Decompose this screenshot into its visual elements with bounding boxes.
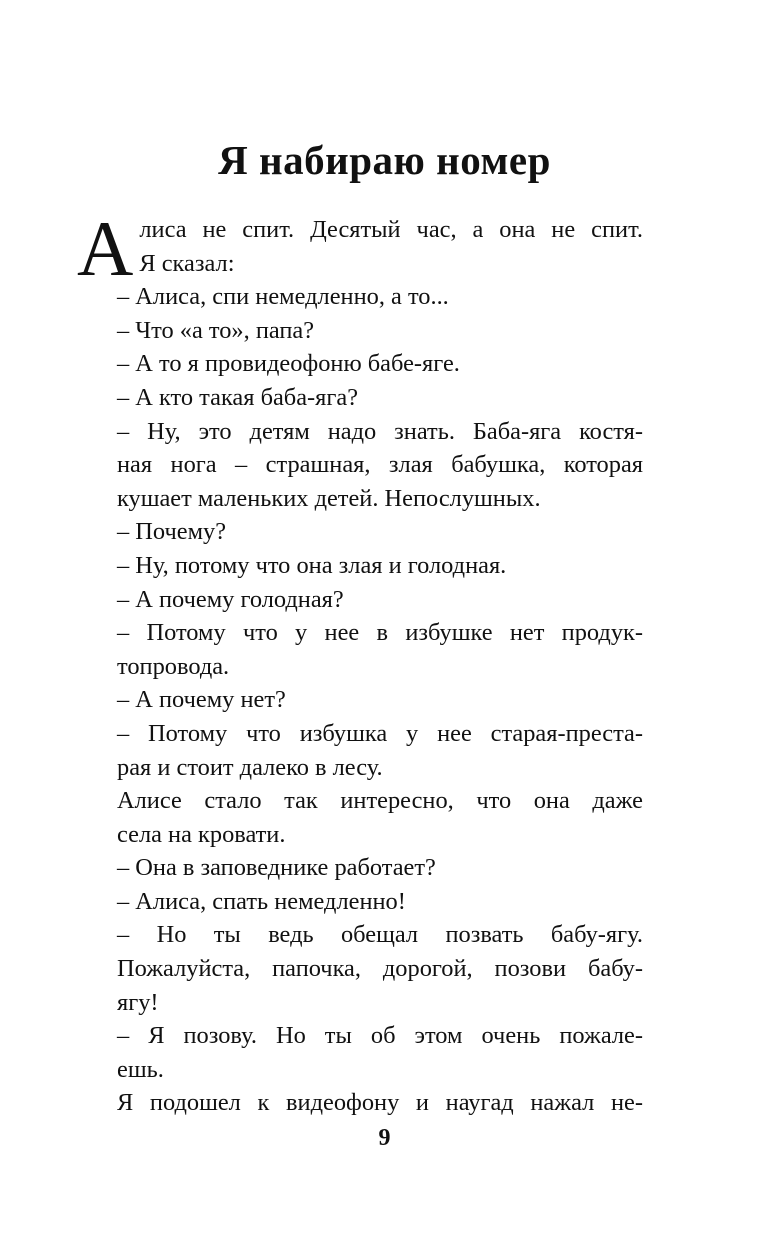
paragraph-10 bbox=[80, 616, 643, 683]
text-line: топровода. bbox=[117, 652, 230, 680]
paragraph-6 bbox=[80, 415, 643, 516]
paragraph-18 bbox=[80, 1086, 643, 1120]
text-line: Я подошел к видеофону и наугад нажал не- bbox=[117, 1089, 643, 1117]
text-line: – А то я провидеофоню бабе-яге. bbox=[117, 350, 460, 378]
text-line: – Но ты ведь обещал позвать бабу-ягу. bbox=[117, 921, 643, 949]
paragraph-7 bbox=[80, 515, 643, 549]
text-line: – А кто такая баба-яга? bbox=[117, 383, 359, 411]
text-line: – Она в заповеднике работает? bbox=[117, 854, 436, 882]
paragraph-3 bbox=[80, 314, 643, 348]
paragraph-8 bbox=[80, 549, 643, 583]
text-line: – А почему нет? bbox=[117, 686, 286, 714]
paragraph-16 bbox=[80, 918, 643, 1019]
paragraph-13 bbox=[80, 784, 643, 851]
paragraph-14 bbox=[80, 851, 643, 885]
paragraph-4 bbox=[80, 347, 643, 381]
body-text bbox=[77, 205, 643, 1120]
text-line: ягу! bbox=[117, 988, 159, 1016]
paragraph-12 bbox=[80, 717, 643, 784]
text-line: – Почему? bbox=[117, 518, 227, 546]
text-line: – Алиса, спи немедленно, а то... bbox=[117, 283, 449, 311]
text-line: – Что «а то», папа? bbox=[117, 316, 315, 344]
text-line: – Потому что избушка у нее старая-преста- bbox=[117, 719, 643, 747]
text-line: Алисе стало так интересно, что она даже bbox=[117, 787, 643, 815]
page-number: 9 bbox=[378, 1125, 391, 1151]
text-line: – Я позову. Но ты об этом очень пожале- bbox=[117, 1022, 643, 1050]
chapter-title: Я набираю номер bbox=[218, 137, 551, 183]
text-line: лиса не спит. Десятый час, а она не спит. bbox=[139, 216, 643, 243]
text-line: Пожалуйста, папочка, дорогой, позови бабу- bbox=[117, 955, 643, 983]
text-line: Я сказал: bbox=[139, 249, 235, 277]
paragraph-15 bbox=[80, 885, 643, 919]
text-line: – Ну, потому что она злая и голодная. bbox=[117, 551, 507, 579]
paragraph-11 bbox=[80, 683, 643, 717]
paragraph-17 bbox=[80, 1019, 643, 1086]
paragraph-2 bbox=[80, 280, 643, 314]
text-line: села на кровати. bbox=[117, 820, 286, 848]
text-line: рая и стоит далеко в лесу. bbox=[117, 753, 383, 781]
drop-cap: А bbox=[77, 205, 134, 292]
text-line: ешь. bbox=[117, 1055, 164, 1083]
paragraph-1 bbox=[77, 205, 643, 292]
text-line: – Ну, это детям надо знать. Баба-яга костя- bbox=[117, 417, 643, 445]
paragraph-9 bbox=[80, 583, 643, 617]
text-line: – Потому что у нее в избушке нет продук- bbox=[117, 619, 643, 647]
text-line: – А почему голодная? bbox=[117, 585, 344, 613]
text-line: – Алиса, спать немедленно! bbox=[117, 887, 406, 915]
text-line: кушает маленьких детей. Непослушных. bbox=[117, 484, 541, 512]
paragraph-5 bbox=[80, 381, 643, 415]
text-line: ная нога – страшная, злая бабушка, которая bbox=[117, 451, 643, 479]
